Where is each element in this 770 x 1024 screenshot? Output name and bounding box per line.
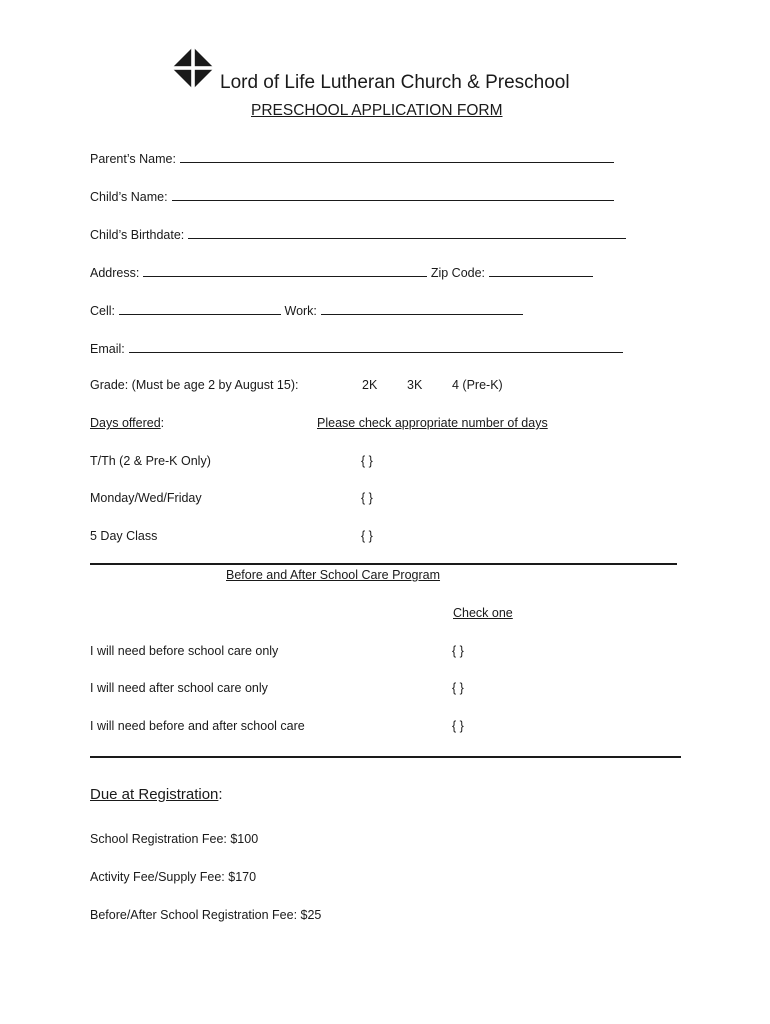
day-option-label: 5 Day Class <box>90 529 158 543</box>
cross-logo-icon <box>170 45 216 91</box>
cell-field[interactable] <box>119 302 281 315</box>
section-divider <box>90 563 677 565</box>
phone-row <box>90 302 523 318</box>
address-label: Address: <box>90 266 140 280</box>
fee-item: School Registration Fee: $100 <box>90 832 259 846</box>
address-field[interactable] <box>143 264 427 277</box>
care-option-checkbox[interactable]: { } <box>452 644 464 658</box>
zip-code-field[interactable] <box>489 264 593 277</box>
care-option-label: I will need before and after school care <box>90 719 305 733</box>
day-option-checkbox[interactable]: { } <box>361 529 373 543</box>
care-option-checkbox[interactable]: { } <box>452 719 464 733</box>
zip-code-label: Zip Code: <box>430 266 486 280</box>
day-option-label: T/Th (2 & Pre-K Only) <box>90 454 211 468</box>
childs-birthdate-row <box>90 226 626 242</box>
church-name: Lord of Life Lutheran Church & Preschool <box>220 72 570 93</box>
parents-name-row <box>90 150 614 166</box>
day-option-checkbox[interactable]: { } <box>361 491 373 505</box>
childs-name-label: Child’s Name: <box>90 190 168 204</box>
day-option-checkbox[interactable]: { } <box>361 454 373 468</box>
email-row <box>90 340 623 356</box>
work-label: Work: <box>284 304 317 318</box>
registration-heading: Due at Registration: <box>90 786 223 803</box>
fee-item: Activity Fee/Supply Fee: $170 <box>90 870 257 884</box>
care-option-label: I will need after school care only <box>90 681 268 695</box>
care-program-heading: Before and After School Care Program <box>226 568 441 582</box>
care-option-checkbox[interactable]: { } <box>452 681 464 695</box>
grade-option-3k[interactable]: 3K <box>407 378 423 392</box>
cell-label: Cell: <box>90 304 116 318</box>
grade-option-prek[interactable]: 4 (Pre-K) <box>452 378 503 392</box>
email-label: Email: <box>90 342 125 356</box>
section-divider <box>90 756 681 758</box>
parents-name-label: Parent’s Name: <box>90 152 176 166</box>
childs-name-field[interactable] <box>172 188 614 201</box>
childs-birthdate-field[interactable] <box>188 226 626 239</box>
parents-name-field[interactable] <box>180 150 614 163</box>
childs-birthdate-label: Child’s Birthdate: <box>90 228 185 242</box>
grade-option-2k[interactable]: 2K <box>362 378 378 392</box>
address-row <box>90 264 593 280</box>
form-title: PRESCHOOL APPLICATION FORM <box>251 102 503 119</box>
days-offered-heading: Days offered: <box>90 416 165 430</box>
check-one-label: Check one <box>453 606 513 620</box>
days-instruction: Please check appropriate number of days <box>317 416 548 430</box>
grade-label: Grade: (Must be age 2 by August 15): <box>90 378 299 392</box>
work-field[interactable] <box>321 302 523 315</box>
fee-item: Before/After School Registration Fee: $25 <box>90 908 322 922</box>
care-option-label: I will need before school care only <box>90 644 279 658</box>
email-field[interactable] <box>129 340 623 353</box>
childs-name-row <box>90 188 614 204</box>
day-option-label: Monday/Wed/Friday <box>90 491 202 505</box>
